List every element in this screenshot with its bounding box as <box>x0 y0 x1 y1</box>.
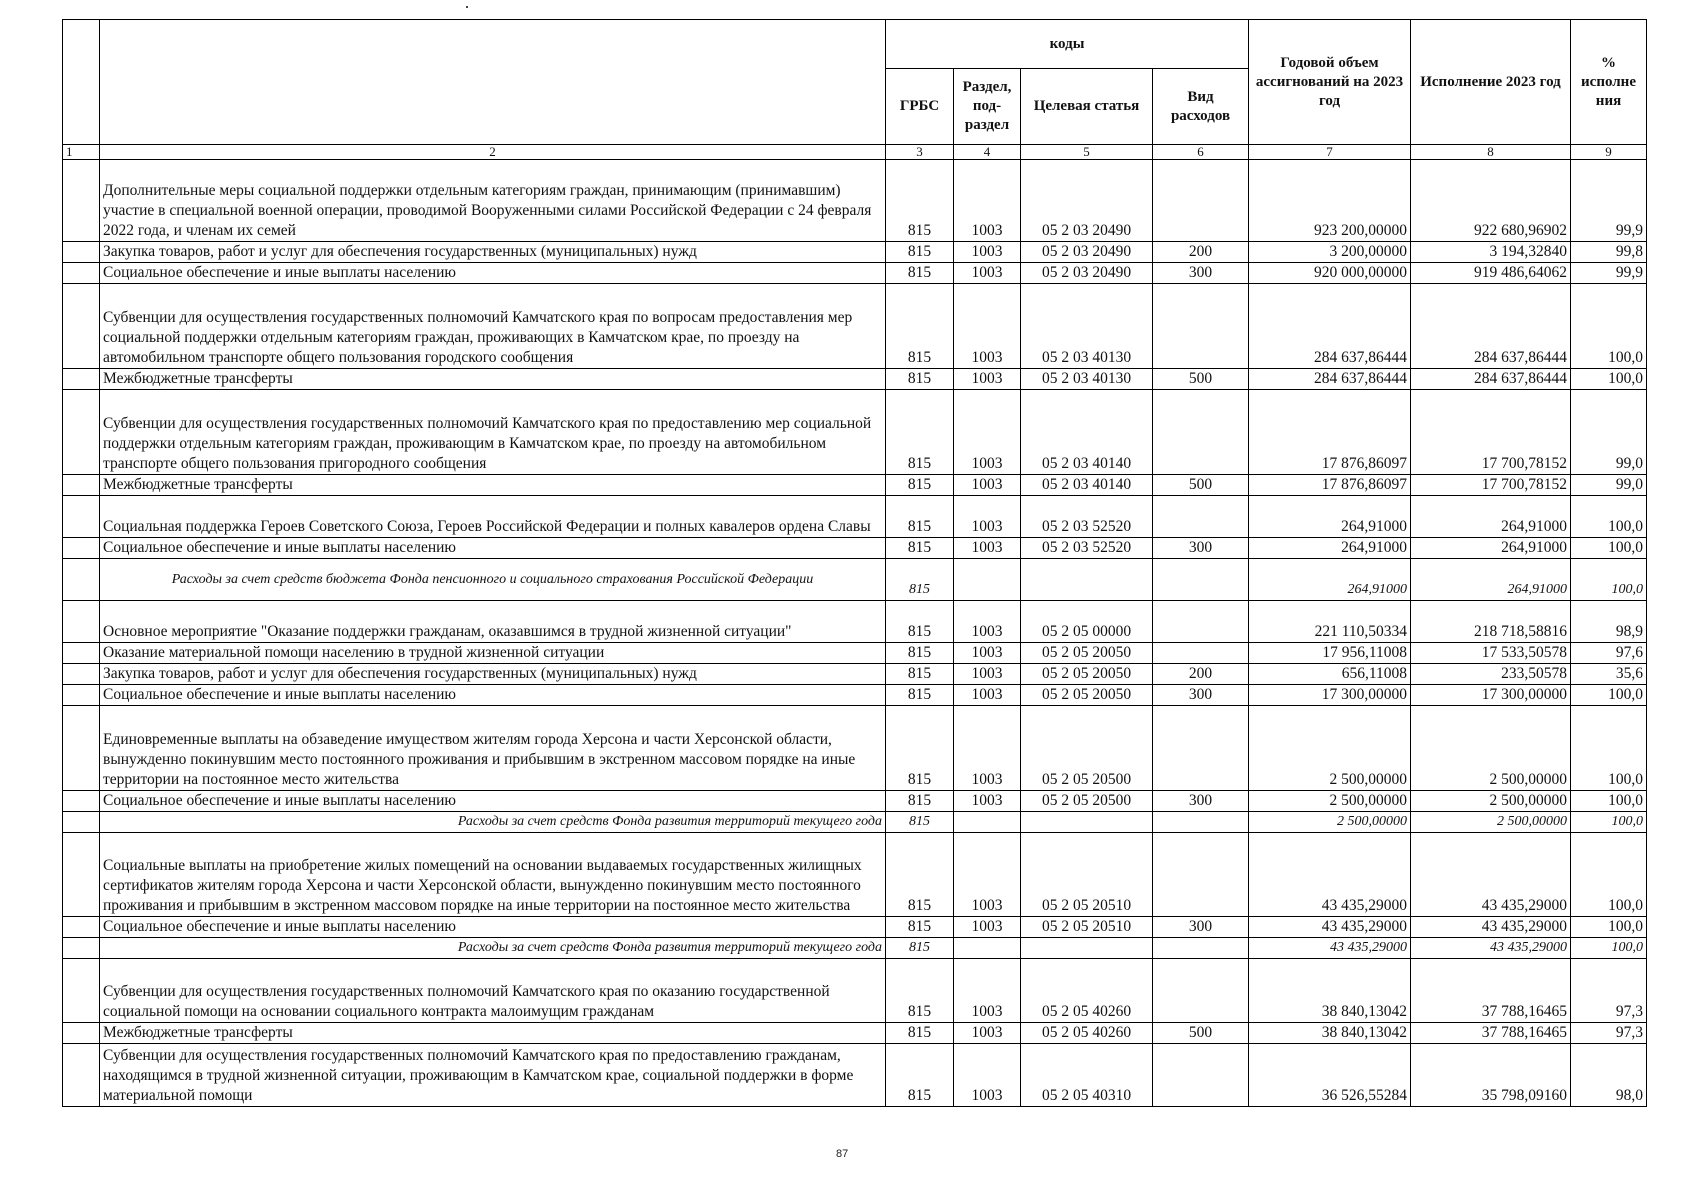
row-execution: 264,91000 <box>1411 538 1571 559</box>
row-execution: 17 533,50578 <box>1411 643 1571 664</box>
row-percent: 100,0 <box>1571 369 1647 390</box>
row-expense-type <box>1153 160 1249 242</box>
row-expense-type <box>1153 706 1249 791</box>
row-expense-type <box>1153 496 1249 538</box>
row-annual: 3 200,00000 <box>1249 242 1411 263</box>
row-section: 1003 <box>954 959 1021 1023</box>
row-description: Субвенции для осуществления государственных полномочий Камчатского края по предоставлению гражданам, находящимся в трудной жизненной ситуации, проживающим в Камчатском крае, социальной поддержки в форме материальной помощи <box>100 1044 886 1107</box>
row-annual: 920 000,00000 <box>1249 263 1411 284</box>
row-annual: 264,91000 <box>1249 559 1411 601</box>
row-description: Закупка товаров, работ и услуг для обеспечения государственных (муниципальных) нужд <box>100 664 886 685</box>
row-expense-type <box>1153 959 1249 1023</box>
row-section: 1003 <box>954 685 1021 706</box>
row-target: 05 2 05 00000 <box>1021 601 1153 643</box>
row-grbs: 815 <box>886 1044 954 1107</box>
row-number-cell <box>63 643 100 664</box>
table-row <box>63 538 1647 559</box>
row-expense-type <box>1153 643 1249 664</box>
row-expense-type <box>1153 812 1249 833</box>
row-grbs: 815 <box>886 959 954 1023</box>
row-percent: 100,0 <box>1571 538 1647 559</box>
table-row <box>63 1023 1647 1044</box>
row-percent: 98,0 <box>1571 1044 1647 1107</box>
row-execution: 37 788,16465 <box>1411 1023 1571 1044</box>
row-number-cell <box>63 284 100 369</box>
row-section: 1003 <box>954 706 1021 791</box>
row-description: Дополнительные меры социальной поддержки отдельным категориям граждан, принимающим (принимавшим) участие в специальной военной операции, проводимой Вооруженными силами Российской Федерации с 24 февраля 2022 года, и членам их семей <box>100 160 886 242</box>
row-description: Межбюджетные трансферты <box>100 1023 886 1044</box>
row-target <box>1021 559 1153 601</box>
row-annual: 17 876,86097 <box>1249 390 1411 475</box>
row-target: 05 2 03 52520 <box>1021 496 1153 538</box>
row-annual: 2 500,00000 <box>1249 706 1411 791</box>
row-number-cell <box>63 812 100 833</box>
row-percent: 97,6 <box>1571 643 1647 664</box>
table-row <box>63 601 1647 643</box>
row-section: 1003 <box>954 1023 1021 1044</box>
row-expense-type <box>1153 601 1249 643</box>
row-annual: 264,91000 <box>1249 538 1411 559</box>
row-number-cell <box>63 791 100 812</box>
row-percent: 99,9 <box>1571 263 1647 284</box>
row-target: 05 2 05 20500 <box>1021 791 1153 812</box>
row-description: Социальная поддержка Героев Советского Союза, Героев Российской Федерации и полных кавалеров ордена Славы <box>100 496 886 538</box>
row-annual: 43 435,29000 <box>1249 917 1411 938</box>
row-grbs: 815 <box>886 160 954 242</box>
header-percent: % исполне ния <box>1571 20 1647 145</box>
row-section: 1003 <box>954 475 1021 496</box>
row-section: 1003 <box>954 496 1021 538</box>
row-number-cell <box>63 664 100 685</box>
row-expense-type <box>1153 559 1249 601</box>
table-row <box>63 938 1647 959</box>
row-section: 1003 <box>954 833 1021 917</box>
row-percent: 100,0 <box>1571 706 1647 791</box>
row-number-cell <box>63 160 100 242</box>
row-grbs: 815 <box>886 284 954 369</box>
row-execution: 43 435,29000 <box>1411 938 1571 959</box>
row-description: Социальное обеспечение и иные выплаты населению <box>100 263 886 284</box>
row-number-cell <box>63 685 100 706</box>
table-row <box>63 917 1647 938</box>
row-number-cell <box>63 1023 100 1044</box>
row-number-cell <box>63 538 100 559</box>
row-section: 1003 <box>954 791 1021 812</box>
row-execution: 43 435,29000 <box>1411 917 1571 938</box>
row-percent: 35,6 <box>1571 664 1647 685</box>
budget-execution-table <box>62 19 1647 1107</box>
column-number: 8 <box>1411 145 1571 160</box>
scan-speck <box>466 6 468 8</box>
row-execution: 17 700,78152 <box>1411 475 1571 496</box>
header-execution: Исполнение 2023 год <box>1411 20 1571 145</box>
row-annual: 284 637,86444 <box>1249 369 1411 390</box>
row-section: 1003 <box>954 538 1021 559</box>
row-percent: 100,0 <box>1571 496 1647 538</box>
row-execution: 37 788,16465 <box>1411 959 1571 1023</box>
row-section: 1003 <box>954 390 1021 475</box>
row-grbs: 815 <box>886 685 954 706</box>
row-percent: 100,0 <box>1571 938 1647 959</box>
row-expense-type: 500 <box>1153 1023 1249 1044</box>
row-expense-type: 200 <box>1153 242 1249 263</box>
row-target: 05 2 05 40260 <box>1021 959 1153 1023</box>
row-execution: 218 718,58816 <box>1411 601 1571 643</box>
table-row <box>63 369 1647 390</box>
row-grbs: 815 <box>886 917 954 938</box>
row-description: Субвенции для осуществления государственных полномочий Камчатского края по вопросам предоставления мер социальной поддержки отдельным категориям граждан, проживающих в Камчатском крае, по проезду на автомобильном транспорте общего пользования городского сообщения <box>100 284 886 369</box>
header-expense-type: Вид расходов <box>1153 69 1249 145</box>
table-row <box>63 284 1647 369</box>
row-grbs: 815 <box>886 601 954 643</box>
header-grbs: ГРБС <box>886 69 954 145</box>
header-blank-desc <box>100 20 886 145</box>
row-annual: 38 840,13042 <box>1249 959 1411 1023</box>
table-row <box>63 643 1647 664</box>
row-number-cell <box>63 706 100 791</box>
row-number-cell <box>63 475 100 496</box>
row-target: 05 2 05 20510 <box>1021 917 1153 938</box>
row-expense-type: 200 <box>1153 664 1249 685</box>
row-description: Социальное обеспечение и иные выплаты населению <box>100 917 886 938</box>
row-expense-type <box>1153 284 1249 369</box>
row-percent: 97,3 <box>1571 1023 1647 1044</box>
row-section: 1003 <box>954 369 1021 390</box>
row-expense-type: 300 <box>1153 263 1249 284</box>
row-grbs: 815 <box>886 559 954 601</box>
row-execution: 233,50578 <box>1411 664 1571 685</box>
row-percent: 100,0 <box>1571 559 1647 601</box>
row-percent: 99,9 <box>1571 160 1647 242</box>
table-row <box>63 664 1647 685</box>
header-annual: Годовой объем ассигнований на 2023 год <box>1249 20 1411 145</box>
row-percent: 100,0 <box>1571 284 1647 369</box>
row-number-cell <box>63 559 100 601</box>
row-description: Закупка товаров, работ и услуг для обеспечения государственных (муниципальных) нужд <box>100 242 886 263</box>
row-target: 05 2 03 40130 <box>1021 369 1153 390</box>
row-percent: 100,0 <box>1571 833 1647 917</box>
row-grbs: 815 <box>886 475 954 496</box>
row-description: Межбюджетные трансферты <box>100 475 886 496</box>
column-number: 6 <box>1153 145 1249 160</box>
table-row <box>63 812 1647 833</box>
row-target: 05 2 03 52520 <box>1021 538 1153 559</box>
row-grbs: 815 <box>886 643 954 664</box>
row-percent: 100,0 <box>1571 685 1647 706</box>
row-expense-type: 300 <box>1153 791 1249 812</box>
row-description: Основное мероприятие "Оказание поддержки гражданам, оказавшимся в трудной жизненной ситуации" <box>100 601 886 643</box>
row-grbs: 815 <box>886 1023 954 1044</box>
row-expense-type: 300 <box>1153 538 1249 559</box>
row-section: 1003 <box>954 664 1021 685</box>
row-section: 1003 <box>954 643 1021 664</box>
row-execution: 284 637,86444 <box>1411 284 1571 369</box>
row-grbs: 815 <box>886 833 954 917</box>
row-expense-type: 500 <box>1153 369 1249 390</box>
column-number: 1 <box>63 145 100 160</box>
row-description: Расходы за счет средств Фонда развития территорий текущего года <box>100 938 886 959</box>
row-expense-type <box>1153 1044 1249 1107</box>
row-description: Субвенции для осуществления государственных полномочий Камчатского края по предоставлению мер социальной поддержки отдельным категориям граждан, проживающим в Камчатском крае, по проезду на автомобильном транспорте общего пользования пригородного сообщения <box>100 390 886 475</box>
row-expense-type <box>1153 390 1249 475</box>
row-annual: 38 840,13042 <box>1249 1023 1411 1044</box>
row-annual: 17 876,86097 <box>1249 475 1411 496</box>
header-blank-num <box>63 20 100 145</box>
row-target: 05 2 05 20050 <box>1021 643 1153 664</box>
row-expense-type: 500 <box>1153 475 1249 496</box>
table-row <box>63 833 1647 917</box>
row-section <box>954 812 1021 833</box>
row-execution: 17 700,78152 <box>1411 390 1571 475</box>
column-number: 5 <box>1021 145 1153 160</box>
row-section: 1003 <box>954 160 1021 242</box>
row-percent: 100,0 <box>1571 791 1647 812</box>
row-percent: 98,9 <box>1571 601 1647 643</box>
row-execution: 284 637,86444 <box>1411 369 1571 390</box>
row-execution: 264,91000 <box>1411 559 1571 601</box>
row-target: 05 2 03 20490 <box>1021 263 1153 284</box>
row-section: 1003 <box>954 263 1021 284</box>
row-number-cell <box>63 959 100 1023</box>
row-grbs: 815 <box>886 812 954 833</box>
row-description: Оказание материальной помощи населению в трудной жизненной ситуации <box>100 643 886 664</box>
row-percent: 99,0 <box>1571 390 1647 475</box>
row-execution: 35 798,09160 <box>1411 1044 1571 1107</box>
row-annual: 923 200,00000 <box>1249 160 1411 242</box>
table-row <box>63 242 1647 263</box>
row-section: 1003 <box>954 284 1021 369</box>
table-body <box>63 160 1647 1107</box>
row-expense-type: 300 <box>1153 917 1249 938</box>
row-execution: 264,91000 <box>1411 496 1571 538</box>
row-expense-type <box>1153 938 1249 959</box>
page-number: 87 <box>836 1148 849 1160</box>
row-number-cell <box>63 938 100 959</box>
row-expense-type <box>1153 833 1249 917</box>
row-number-cell <box>63 601 100 643</box>
row-section: 1003 <box>954 601 1021 643</box>
row-target <box>1021 812 1153 833</box>
table-row <box>63 496 1647 538</box>
row-grbs: 815 <box>886 369 954 390</box>
row-percent: 100,0 <box>1571 812 1647 833</box>
row-execution: 43 435,29000 <box>1411 833 1571 917</box>
row-target: 05 2 05 20510 <box>1021 833 1153 917</box>
column-number: 9 <box>1571 145 1647 160</box>
row-percent: 99,8 <box>1571 242 1647 263</box>
row-target: 05 2 05 20500 <box>1021 706 1153 791</box>
row-target <box>1021 938 1153 959</box>
row-description: Межбюджетные трансферты <box>100 369 886 390</box>
row-number-cell <box>63 390 100 475</box>
header-codes: коды <box>886 20 1249 69</box>
row-annual: 43 435,29000 <box>1249 833 1411 917</box>
header-row-top <box>63 20 1647 69</box>
row-number-cell <box>63 917 100 938</box>
row-number-cell <box>63 496 100 538</box>
row-execution: 17 300,00000 <box>1411 685 1571 706</box>
row-percent: 100,0 <box>1571 917 1647 938</box>
row-execution: 3 194,32840 <box>1411 242 1571 263</box>
row-target: 05 2 05 20050 <box>1021 664 1153 685</box>
row-target: 05 2 05 40310 <box>1021 1044 1153 1107</box>
row-section: 1003 <box>954 242 1021 263</box>
column-number: 2 <box>100 145 886 160</box>
table-row <box>63 959 1647 1023</box>
table-row <box>63 685 1647 706</box>
row-section <box>954 938 1021 959</box>
row-target: 05 2 03 20490 <box>1021 242 1153 263</box>
column-number: 4 <box>954 145 1021 160</box>
row-annual: 36 526,55284 <box>1249 1044 1411 1107</box>
row-description: Субвенции для осуществления государственных полномочий Камчатского края по оказанию государственной социальной помощи на основании социального контракта малоимущим гражданам <box>100 959 886 1023</box>
row-number-cell <box>63 263 100 284</box>
table-row <box>63 160 1647 242</box>
header-target: Целевая статья <box>1021 69 1153 145</box>
row-target: 05 2 03 40140 <box>1021 390 1153 475</box>
row-section: 1003 <box>954 1044 1021 1107</box>
row-execution: 922 680,96902 <box>1411 160 1571 242</box>
row-annual: 2 500,00000 <box>1249 812 1411 833</box>
row-grbs: 815 <box>886 791 954 812</box>
row-annual: 43 435,29000 <box>1249 938 1411 959</box>
row-section <box>954 559 1021 601</box>
row-execution: 919 486,64062 <box>1411 263 1571 284</box>
row-number-cell <box>63 833 100 917</box>
table-row <box>63 706 1647 791</box>
row-annual: 264,91000 <box>1249 496 1411 538</box>
table-row <box>63 475 1647 496</box>
row-grbs: 815 <box>886 938 954 959</box>
row-execution: 2 500,00000 <box>1411 812 1571 833</box>
row-annual: 221 110,50334 <box>1249 601 1411 643</box>
header-section: Раздел, под-раздел <box>954 69 1021 145</box>
table-row <box>63 390 1647 475</box>
table-row <box>63 559 1647 601</box>
row-description: Социальное обеспечение и иные выплаты населению <box>100 538 886 559</box>
row-percent: 99,0 <box>1571 475 1647 496</box>
row-grbs: 815 <box>886 664 954 685</box>
row-percent: 97,3 <box>1571 959 1647 1023</box>
row-grbs: 815 <box>886 706 954 791</box>
row-description: Единовременные выплаты на обзаведение имуществом жителям города Херсона и части Херсонской области, вынужденно покинувшим место постоянного проживания и прибывшим в экстренном массовом порядке на иные территории на постоянное место жительства <box>100 706 886 791</box>
row-description: Социальное обеспечение и иные выплаты населению <box>100 685 886 706</box>
row-number-cell <box>63 369 100 390</box>
row-annual: 284 637,86444 <box>1249 284 1411 369</box>
column-number: 7 <box>1249 145 1411 160</box>
row-target: 05 2 05 40260 <box>1021 1023 1153 1044</box>
row-description: Расходы за счет средств Фонда развития территорий текущего года <box>100 812 886 833</box>
row-description: Социальные выплаты на приобретение жилых помещений на основании выдаваемых государственных жилищных сертификатов жителям города Херсона и части Херсонской области, вынужденно покинувшим место постоянного проживания и прибывшим в экстренном массовом порядке на иные территории на постоянное место жительства <box>100 833 886 917</box>
row-description: Социальное обеспечение и иные выплаты населению <box>100 791 886 812</box>
row-target: 05 2 03 20490 <box>1021 160 1153 242</box>
row-annual: 2 500,00000 <box>1249 791 1411 812</box>
column-number: 3 <box>886 145 954 160</box>
row-grbs: 815 <box>886 538 954 559</box>
row-annual: 17 956,11008 <box>1249 643 1411 664</box>
column-number-row <box>63 145 1647 160</box>
row-grbs: 815 <box>886 263 954 284</box>
row-grbs: 815 <box>886 390 954 475</box>
row-number-cell <box>63 1044 100 1107</box>
row-section: 1003 <box>954 917 1021 938</box>
row-target: 05 2 05 20050 <box>1021 685 1153 706</box>
table-row <box>63 1044 1647 1107</box>
row-execution: 2 500,00000 <box>1411 791 1571 812</box>
row-expense-type: 300 <box>1153 685 1249 706</box>
row-execution: 2 500,00000 <box>1411 706 1571 791</box>
row-target: 05 2 03 40130 <box>1021 284 1153 369</box>
row-annual: 656,11008 <box>1249 664 1411 685</box>
row-target: 05 2 03 40140 <box>1021 475 1153 496</box>
row-grbs: 815 <box>886 496 954 538</box>
table-row <box>63 263 1647 284</box>
table-row <box>63 791 1647 812</box>
row-description: Расходы за счет средств бюджета Фонда пенсионного и социального страхования Российской Федерации <box>100 559 886 601</box>
row-number-cell <box>63 242 100 263</box>
row-grbs: 815 <box>886 242 954 263</box>
row-annual: 17 300,00000 <box>1249 685 1411 706</box>
